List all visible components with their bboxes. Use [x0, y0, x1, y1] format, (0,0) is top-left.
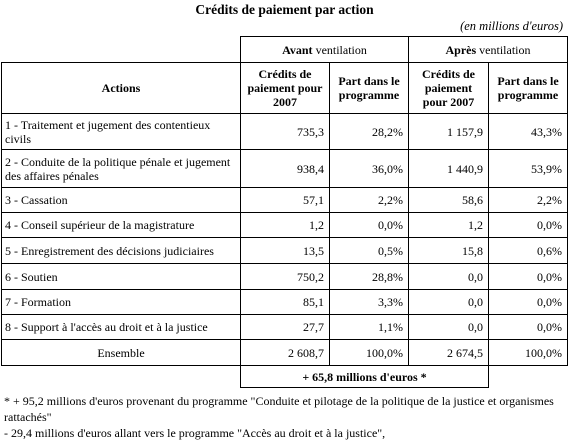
- table-title: Crédits de paiement par action: [195, 2, 374, 17]
- cp-before-cell: 13,5: [241, 238, 330, 264]
- empty-delta-cell: [2, 366, 241, 388]
- action-label: 2 - Conduite de la politique pénale et jugement des affaires pénales: [2, 150, 241, 188]
- total-share-after: 100,0%: [489, 340, 568, 366]
- share-after-cell: 53,9%: [489, 150, 568, 188]
- action-label: 8 - Support à l'accès au droit et à la justice: [2, 315, 241, 340]
- cp-before-cell: 750,2: [241, 264, 330, 290]
- cp-after-cell: 1 157,9: [409, 114, 489, 150]
- cp-after-cell: 1,2: [409, 213, 489, 238]
- empty-header-cell: [2, 37, 241, 63]
- cp-before-cell: 938,4: [241, 150, 330, 188]
- cp-before-cell: 735,3: [241, 114, 330, 150]
- share-after-header: Part dans le programme: [489, 63, 568, 114]
- table-row: [2, 150, 568, 188]
- cp-before-cell: 85,1: [241, 290, 330, 315]
- header-row: [2, 63, 568, 114]
- share-before-cell: 3,3%: [330, 290, 409, 315]
- table-row: [2, 114, 568, 150]
- table-row: [2, 238, 568, 264]
- share-after-cell: 0,0%: [489, 213, 568, 238]
- action-label: 1 - Traitement et jugement des contentieux civils: [2, 114, 241, 150]
- cp-after-cell: 15,8: [409, 238, 489, 264]
- action-label: 4 - Conseil supérieur de la magistrature: [2, 213, 241, 238]
- header-group-row: [2, 37, 568, 63]
- group-after-header: Après ventilation: [409, 37, 568, 63]
- actions-header: Actions: [2, 63, 241, 114]
- share-before-cell: 2,2%: [330, 188, 409, 213]
- share-after-cell: 43,3%: [489, 114, 568, 150]
- group-before-header: Avant ventilation: [241, 37, 409, 63]
- action-label: 7 - Formation: [2, 290, 241, 315]
- share-after-cell: 2,2%: [489, 188, 568, 213]
- share-before-header: Part dans le programme: [330, 63, 409, 114]
- credits-table: [1, 36, 568, 388]
- share-after-cell: 0,0%: [489, 315, 568, 340]
- cp-after-cell: 1 440,9: [409, 150, 489, 188]
- share-after-cell: 0,6%: [489, 238, 568, 264]
- share-before-cell: 28,2%: [330, 114, 409, 150]
- cp-before-cell: 27,7: [241, 315, 330, 340]
- cp-after-cell: 58,6: [409, 188, 489, 213]
- footnote-line-2: - 29,4 millions d'euros allant vers le programme "Accès au droit et à la justice",: [4, 426, 386, 440]
- table-row: [2, 290, 568, 315]
- footnote-line-1: * + 95,2 millions d'euros provenant du programme "Conduite et pilotage de la politique de la justice et organismes rattachés": [4, 394, 554, 424]
- share-after-cell: 0,0%: [489, 290, 568, 315]
- total-share-before: 100,0%: [330, 340, 409, 366]
- unit-caption: (en millions d'euros): [460, 19, 563, 33]
- share-before-cell: 36,0%: [330, 150, 409, 188]
- share-before-cell: 0,5%: [330, 238, 409, 264]
- credits-before-header: Crédits de paiement pour 2007: [241, 63, 330, 114]
- total-cp-after: 2 674,5: [409, 340, 489, 366]
- action-label: 5 - Enregistrement des décisions judiciaires: [2, 238, 241, 264]
- share-before-cell: 1,1%: [330, 315, 409, 340]
- share-after-cell: 0,0%: [489, 264, 568, 290]
- footnotes: [4, 393, 564, 441]
- action-label: 6 - Soutien: [2, 264, 241, 290]
- empty-delta-cell-right: [489, 366, 568, 388]
- delta-row: [2, 366, 568, 388]
- total-row: [2, 340, 568, 366]
- cp-before-cell: 1,2: [241, 213, 330, 238]
- action-label: 3 - Cassation: [2, 188, 241, 213]
- cp-before-cell: 57,1: [241, 188, 330, 213]
- total-cp-before: 2 608,7: [241, 340, 330, 366]
- share-before-cell: 28,8%: [330, 264, 409, 290]
- delta-cell: + 65,8 millions d'euros *: [241, 366, 489, 388]
- cp-after-cell: 0,0: [409, 290, 489, 315]
- table-row: [2, 188, 568, 213]
- table-row: [2, 315, 568, 340]
- cp-after-cell: 0,0: [409, 264, 489, 290]
- cp-after-cell: 0,0: [409, 315, 489, 340]
- total-label: Ensemble: [2, 340, 241, 366]
- table-row: [2, 264, 568, 290]
- share-before-cell: 0,0%: [330, 213, 409, 238]
- table-row: [2, 213, 568, 238]
- credits-after-header: Crédits de paiement pour 2007: [409, 63, 489, 114]
